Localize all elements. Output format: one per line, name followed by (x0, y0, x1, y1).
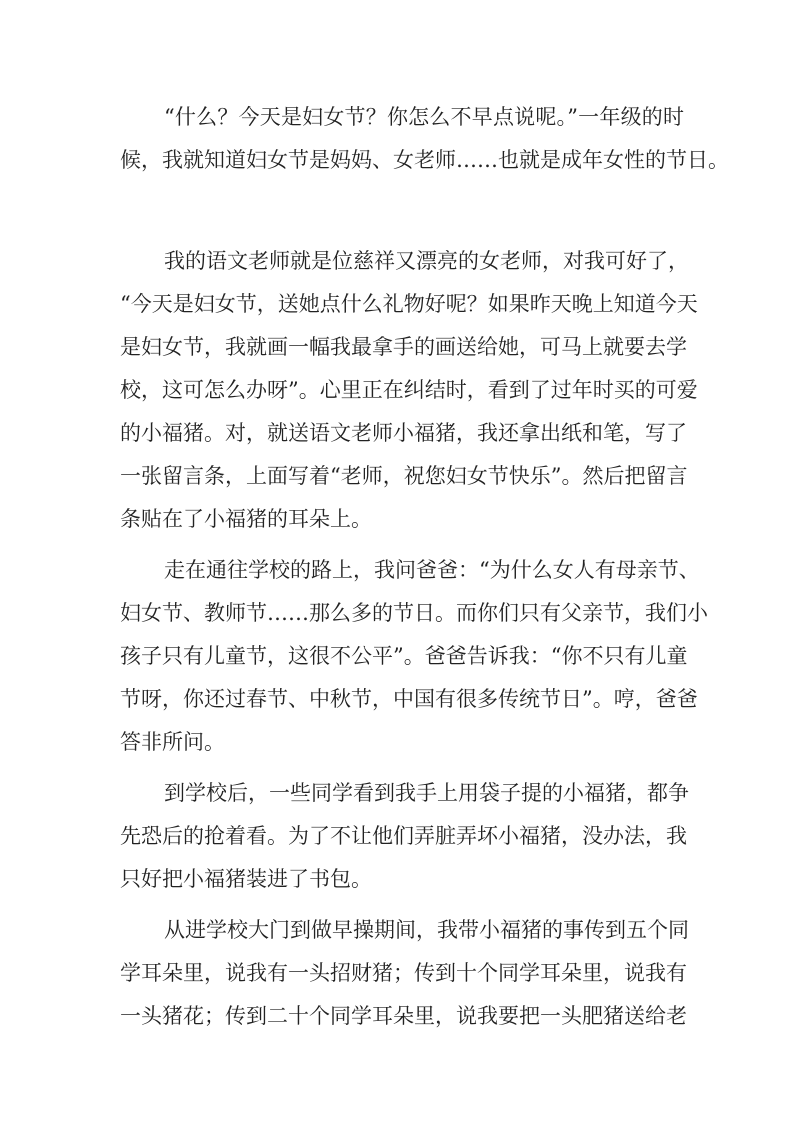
text-line: “什么？今天是妇女节？你怎么不早点说呢。”一年级的时 (164, 105, 684, 129)
text-line: 是妇女节，我就画一幅我最拿手的画送给她，可马上就要去学 (120, 335, 687, 359)
text-line: 走在通往学校的路上，我问爸爸：“为什么女人有母亲节、 (164, 558, 700, 582)
paragraph-womens-day-intro (120, 96, 729, 182)
text-line: 孩子只有儿童节，这很不公平”。爸爸告诉我：“你不只有儿童 (120, 644, 688, 668)
text-line: 的小福猪。对，就送语文老师小福猪，我还拿出纸和笔，写了 (120, 421, 687, 445)
text-line: 我的语文老师就是位慈祥又漂亮的女老师，对我可好了， (164, 249, 689, 273)
text-line: 节呀，你还过春节、中秋节，中国有很多传统节日”。哼，爸爸 (120, 687, 698, 711)
text-line: 一张留言条，上面写着“老师，祝您妇女节快乐”。然后把留言 (120, 464, 688, 488)
text-line: 先恐后的抢着看。为了不让他们弄脏弄坏小福猪，没办法，我 (120, 824, 687, 848)
text-line: 校，这可怎么办呀”。心里正在纠结时，看到了过年时买的可爱 (120, 378, 698, 402)
text-line: 条贴在了小福猪的耳朵上。 (120, 507, 372, 531)
text-line: 答非所问。 (120, 730, 225, 754)
text-line: 一头猪花；传到二十个同学耳朵里，说我要把一头肥猪送给老 (120, 1004, 687, 1028)
text-line: 到学校后，一些同学看到我手上用袋子提的小福猪，都争 (164, 781, 689, 805)
text-line: 候，我就知道妇女节是妈妈、女老师……也就是成年女性的节日。 (120, 148, 729, 172)
text-line: 只好把小福猪装进了书包。 (120, 867, 372, 891)
text-line: 学耳朵里，说我有一头招财猪；传到十个同学耳朵里，说我有 (120, 961, 687, 985)
paragraph-rumor (120, 909, 689, 1038)
text-line: 妇女节、教师节……那么多的节日。而你们只有父亲节，我们小 (120, 601, 708, 625)
paragraph-teacher-gift (120, 240, 698, 541)
paragraph-arrival (120, 772, 689, 901)
paragraph-road-to-school (120, 549, 708, 764)
document-page (120, 96, 729, 1046)
text-line: 从进学校大门到做早操期间，我带小福猪的事传到五个同 (164, 918, 689, 942)
text-line: “今天是妇女节，送她点什么礼物好呢？如果昨天晚上知道今天 (120, 292, 698, 316)
